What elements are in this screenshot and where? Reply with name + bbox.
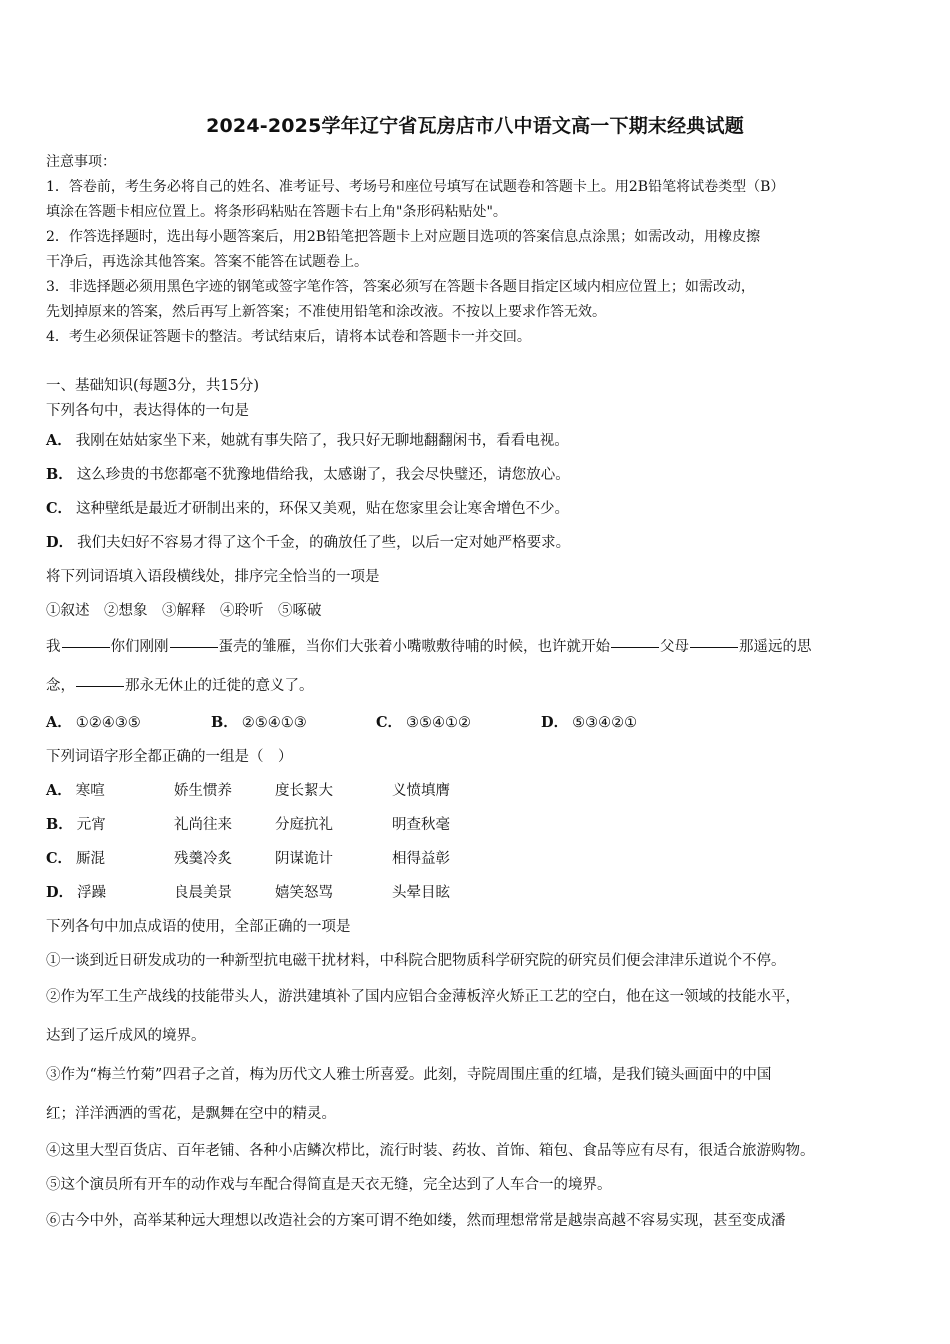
option-word: 相得益彰 (392, 851, 450, 867)
notice-line: 干净后，再选涂其他答案。答案不能答在试题卷上。 (46, 254, 368, 270)
q3-option-a (46, 774, 914, 808)
notice-block (46, 150, 911, 350)
option-text: 我们夫妇好不容易才得了这个千金，的确放任了些，以后一定对她严格要求。 (77, 535, 571, 551)
passage-text: 父母 (660, 639, 689, 655)
passage-text: 那遥远的思 (739, 639, 812, 655)
q1-option-c (46, 492, 914, 526)
q1-option-b (46, 458, 914, 492)
passage-text: 我 (46, 639, 61, 655)
option-text: 寒喧 (75, 783, 105, 799)
option-label: B． (46, 816, 73, 833)
option-text: ②⑤④①③ (241, 715, 307, 731)
q2-stem: 将下列词语填入语段横线处，排序完全恰当的一项是 (46, 569, 380, 585)
notice-line: 填涂在答题卡相应位置上。将条形码粘贴在答题卡右上角"条形码粘贴处"。 (46, 204, 507, 220)
q4-item-continued: 达到了运斤成风的境界。 (46, 1028, 206, 1044)
q2-answer-d (541, 706, 706, 740)
option-word: 头晕目眩 (392, 885, 450, 901)
notice-line: 4．考生必须保证答题卡的整洁。考试结束后，请将本试卷和答题卡一并交回。 (46, 329, 531, 345)
q3-option-b (46, 808, 914, 842)
option-text: 我刚在姑姑家坐下来，她就有事失陪了，我只好无聊地翻翻闲书，看看电视。 (75, 433, 569, 449)
q2-answer-a (46, 706, 211, 740)
option-label: C． (46, 850, 73, 867)
option-text: 厮混 (76, 851, 106, 867)
notice-heading: 注意事项： (46, 154, 116, 170)
q1-option-d (46, 526, 914, 560)
option-word: 度长絜大 (275, 783, 333, 799)
option-label: A． (46, 432, 72, 449)
option-label: B． (46, 466, 73, 483)
q2-passage-line-2 (46, 667, 914, 706)
option-word: 嬉笑怒骂 (275, 885, 333, 901)
q2-word-list: ①叙述 ②想象 ③解释 ④聆听 ⑤啄破 (46, 603, 322, 619)
section-heading: 一、基础知识(每题3分，共15分) (46, 378, 259, 394)
q4-item: ①一谈到近日研发成功的一种新型抗电磁干扰材料，中科院合肥物质科学研究院的研究员们便会津津乐道说个不停。 (46, 953, 786, 969)
section-basic-knowledge (46, 374, 914, 1241)
passage-text: 念， (46, 678, 75, 694)
option-word: 娇生惯养 (174, 783, 232, 799)
q4-item: ④这里大型百货店、百年老铺、各种小店鳞次栉比，流行时装、药妆、首饰、箱包、食品等应有尽有，很适合旅游购物。 (46, 1143, 815, 1159)
q1-option-a (46, 424, 914, 458)
option-word: 残羹冷炙 (174, 851, 232, 867)
q4-item: ⑤这个演员所有开车的动作戏与车配合得简直是天衣无缝，完全达到了人车合一的境界。 (46, 1177, 612, 1193)
notice-line: 3．非选择题必须用黑色字迹的钢笔或签字笔作答，答案必须写在答题卡各题目指定区域内相应位置上；如需改动， (46, 279, 755, 295)
option-text: 元宵 (76, 817, 106, 833)
q4-item: ⑥古今中外，高举某种远大理想以改造社会的方案可谓不绝如缕，然而理想常常是越崇高越不容易实现，甚至变成潘 (46, 1213, 786, 1229)
option-label: D． (541, 714, 569, 731)
option-word: 义愤填膺 (392, 783, 450, 799)
q3-option-d (46, 876, 914, 910)
fill-blank (170, 646, 218, 648)
option-label: C． (46, 500, 73, 517)
fill-blank (690, 646, 738, 648)
notice-line: 1．答卷前，考生务必将自己的姓名、准考证号、考场号和座位号填写在试题卷和答题卡上。用2B铅笔将试卷类型（B） (46, 179, 785, 195)
q2-answer-b (211, 706, 376, 740)
q4-item: ②作为军工生产战线的技能带头人，游洪建填补了国内应铝合金薄板淬火矫正工艺的空白，他在这一领域的技能水平， (46, 989, 800, 1005)
fill-blank (62, 646, 110, 648)
notice-line: 2．作答选择题时，选出每小题答案后，用2B铅笔把答题卡上对应题目选项的答案信息点涂黑；如需改动，用橡皮擦 (46, 229, 761, 245)
passage-text: 蛋壳的雏雁，当你们大张着小嘴嗷敷待哺的时候，也许就开始 (218, 639, 610, 655)
exam-title: 2024-2025学年辽宁省瓦房店市八中语文高一下期末经典试题 (206, 115, 744, 137)
option-cell (46, 774, 174, 808)
option-cell (46, 842, 174, 876)
option-word: 阴谋诡计 (275, 851, 333, 867)
option-label: A． (46, 714, 72, 731)
option-label: A． (46, 782, 72, 799)
passage-text: 那永无休止的迁徙的意义了。 (125, 678, 314, 694)
q1-stem: 下列各句中，表达得体的一句是 (46, 403, 249, 419)
q2-passage-line-1 (46, 628, 914, 667)
option-text: ①②④③⑤ (75, 715, 141, 731)
option-text: 这种壁纸是最近才研制出来的，环保又美观，贴在您家里会让寒舍增色不少。 (76, 501, 570, 517)
q3-stem: 下列词语字形全都正确的一组是（ ） (46, 749, 293, 765)
notice-line: 先划掉原来的答案，然后再写上新答案；不准使用铅笔和涂改液。不按以上要求作答无效。 (46, 304, 606, 320)
option-cell (46, 876, 174, 910)
option-cell (46, 808, 174, 842)
q2-answers (46, 706, 914, 740)
option-text: 这么珍贵的书您都毫不犹豫地借给我，太感谢了，我会尽快璧还，请您放心。 (76, 467, 570, 483)
option-label: D． (46, 534, 74, 551)
q4-item: ③作为“梅兰竹菊”四君子之首，梅为历代文人雅士所喜爱。此刻，寺院周围庄重的红墙，是我们镜头画面中的中国 (46, 1067, 772, 1083)
option-word: 良晨美景 (174, 885, 232, 901)
option-word: 明查秋毫 (392, 817, 450, 833)
option-text: ⑤③④②① (572, 715, 638, 731)
q4-stem: 下列各句中加点成语的使用，全部正确的一项是 (46, 919, 351, 935)
fill-blank (611, 646, 659, 648)
fill-blank (76, 685, 124, 687)
q3-option-c (46, 842, 914, 876)
passage-text: 你们刚刚 (110, 639, 169, 655)
q4-item-continued: 红；洋洋洒洒的雪花，是飘舞在空中的精灵。 (46, 1106, 336, 1122)
option-label: D． (46, 884, 74, 901)
option-word: 分庭抗礼 (275, 817, 333, 833)
q2-answer-c (376, 706, 541, 740)
option-word: 礼尚往来 (174, 817, 232, 833)
option-label: B． (211, 714, 238, 731)
option-text: ③⑤④①② (406, 715, 472, 731)
option-text: 浮躁 (77, 885, 107, 901)
option-label: C． (376, 714, 403, 731)
